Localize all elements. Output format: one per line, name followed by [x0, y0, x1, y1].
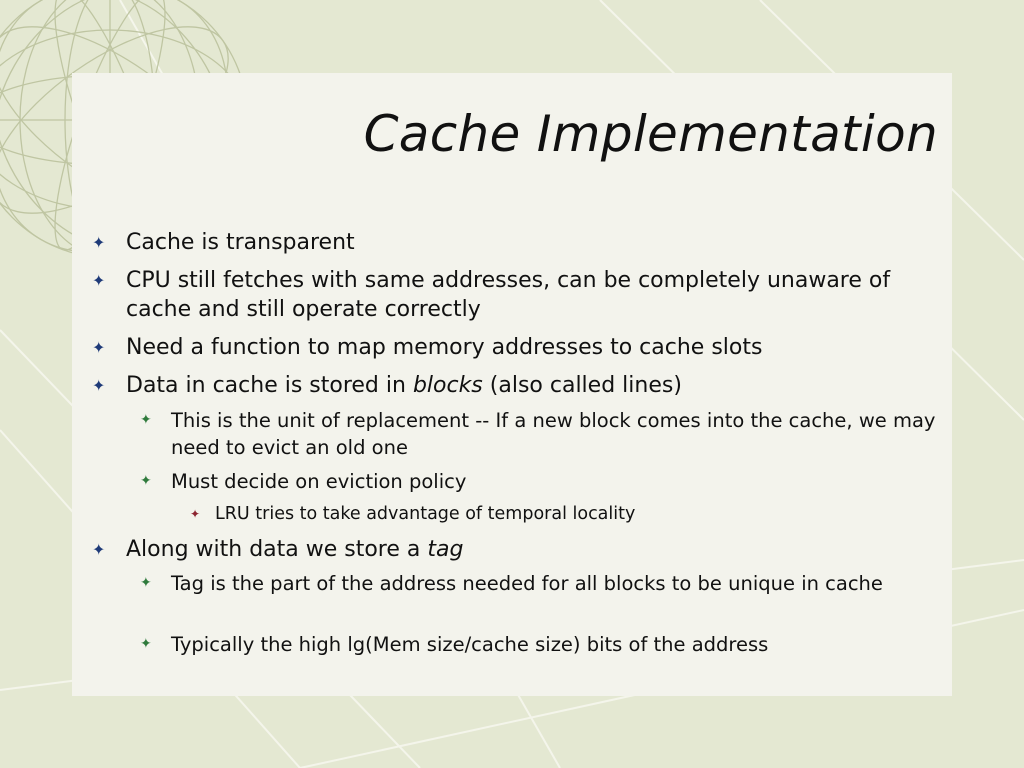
bullet-item	[92, 535, 916, 564]
bullet-text	[126, 535, 916, 564]
slide-title: Cache Implementation	[363, 105, 938, 163]
sub-bullet-item	[140, 631, 941, 658]
emphasis-term: tag	[427, 537, 464, 562]
four-point-star-icon: ✦	[92, 338, 106, 357]
four-point-star-icon: ✦	[92, 233, 106, 252]
bullet-item	[92, 371, 916, 400]
sub-sub-bullet-item	[190, 502, 935, 527]
sub-bullet-text: Must decide on eviction policy	[171, 470, 467, 493]
bullet-text: CPU still fetches with same addresses, can be completely unaware of cache and still operate correctly	[126, 268, 891, 322]
four-point-star-icon: ✦	[140, 575, 152, 591]
sub-bullet-text: This is the unit of replacement -- If a new block comes into the cache, we may need to evict an old one	[171, 409, 936, 459]
four-point-star-icon: ✦	[190, 507, 201, 521]
four-point-star-icon: ✦	[92, 540, 106, 559]
four-point-star-icon: ✦	[140, 473, 152, 489]
sub-bullet-text: Typically the high lg(Mem size/cache size) bits of the address	[171, 633, 769, 656]
sub-bullet-item	[140, 468, 941, 495]
bullet-text: Cache is transparent	[126, 230, 355, 255]
sub-sub-bullet-text: LRU tries to take advantage of temporal locality	[215, 504, 636, 524]
emphasis-term: blocks	[412, 373, 483, 398]
bullet-item	[92, 228, 916, 257]
bullet-text-part: Along with data we store a	[126, 537, 428, 562]
four-point-star-icon: ✦	[92, 271, 106, 290]
sub-bullet-text: Tag is the part of the address needed for all blocks to be unique in cache	[171, 572, 883, 595]
four-point-star-icon: ✦	[140, 412, 152, 428]
bullet-text	[126, 371, 916, 400]
bullet-item	[92, 333, 916, 362]
bullet-text-part: Data in cache is stored in	[126, 373, 413, 398]
four-point-star-icon: ✦	[92, 376, 106, 395]
four-point-star-icon: ✦	[140, 636, 152, 652]
bullet-text-part: (also called lines)	[482, 373, 682, 398]
bullet-text: Need a function to map memory addresses to cache slots	[126, 335, 763, 360]
sub-bullet-item	[140, 407, 941, 461]
bullet-item	[92, 266, 916, 324]
sub-bullet-item	[140, 570, 941, 597]
